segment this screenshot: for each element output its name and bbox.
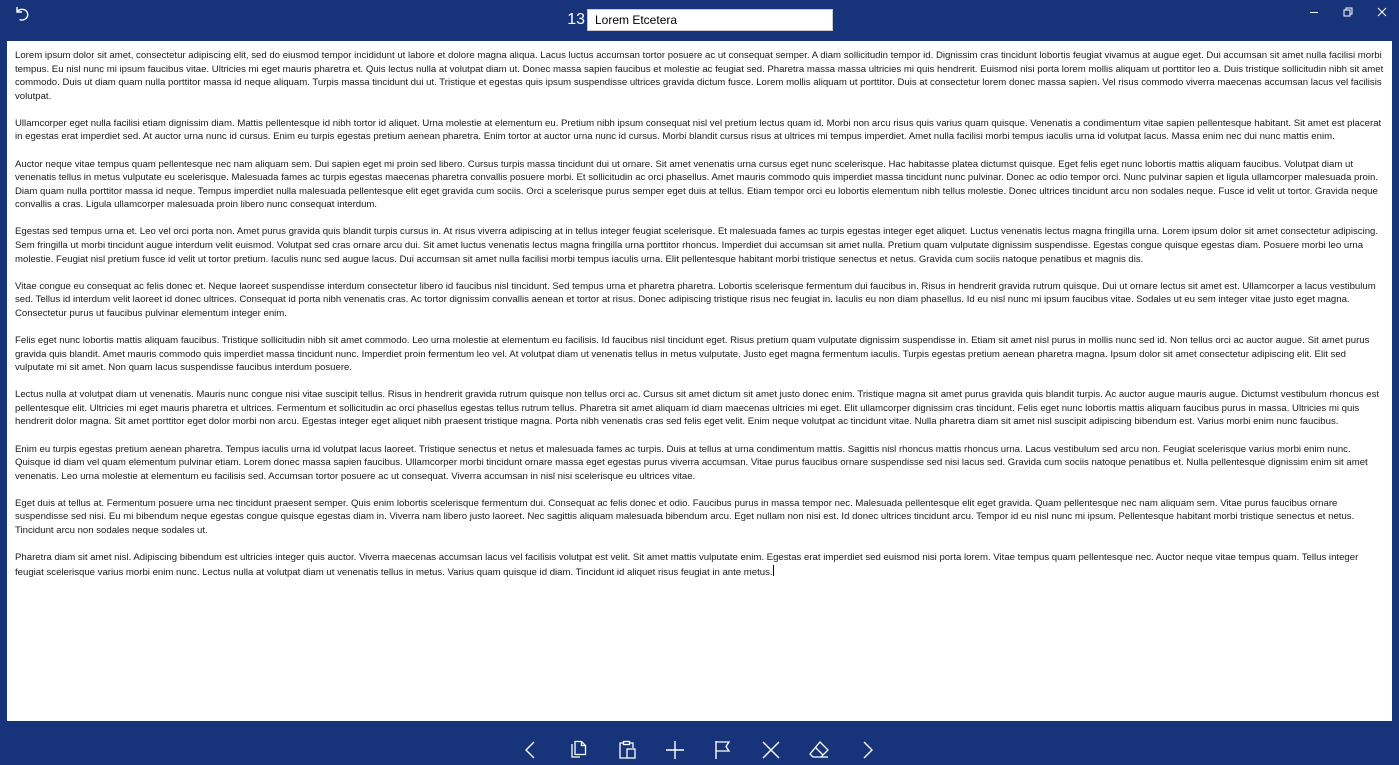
undo-arrow-icon (13, 5, 31, 23)
restore-icon (1342, 6, 1354, 18)
paragraph: Eget duis at tellus at. Fermentum posuere urna nec tincidunt praesent semper. Quis enim lobortis scelerisque fermentum dui. Consequat ac felis donec et odio. Faucibus purus in massa tempor nec. Malesuada pellentesque elit eget gravida. Quam pellentesque nec nam aliquam sem. Vitae purus faucibus ornare suspendisse sed nisi. Eu mi bibendum neque egestas congue quisque egestas diam in. Viverra nam libero justo laoreet. Nec sagittis aliquam malesuada bibendum arcu. Eget nullam non nisi est. Id donec ultrices tincidunt arcu. Tempor id eu nisl nunc mi ipsum. Pellentesque habitant morbi tristique senectus et netus. Tincidunt arcu non sodales neque sodales ut. (15, 497, 1355, 537)
paragraph-text: Pharetra diam sit amet nisl. Adipiscing bibendum est ultricies integer quis auctor. Viverra maecenas accumsan lacus vel facilisis volutpat est velit. Sit amet mattis vulputate enim. Egestas erat imperdiet sed euismod nisi porta lorem. Vitae tempus quam pellentesque nec. Auctor neque vitae tempus quam. Tellus integer feugiat scelerisque varius morbi enim nunc. Lectus nulla at volutpat diam ut venenatis tellus in metus. Varius quam quisque id diam. Tincidunt id aliquet risus feugiat in ante metus. (15, 552, 1359, 578)
x-icon (761, 740, 781, 760)
document-number: 13 (567, 11, 585, 28)
next-button[interactable] (854, 737, 880, 763)
minimize-icon (1308, 6, 1320, 18)
document-title-input[interactable] (587, 9, 833, 31)
flag-icon (713, 740, 733, 760)
paragraph: Ullamcorper eget nulla facilisi etiam dignissim diam. Mattis pellentesque id nibh tortor id aliquet. Urna molestie at elementum eu. Pretium nibh ipsum consequat nisl vel pretium lectus quam id. Morbi non arcu risus quis varius quam quisque. Venenatis a condimentum vitae sapien pellentesque habitant. Sit amet est placerat in egestas erat imperdiet sed. At auctor urna nunc id cursus. Enim eu turpis egestas pretium aenean pharetra. Enim tortor at auctor urna nunc id cursus. Morbi blandit cursus risus at ultrices mi tempus imperdiet. Amet nulla facilisi morbi tempus iaculis urna id volutpat lacus. Massa enim nec dui nunc mattis enim. (15, 117, 1382, 143)
paragraph-last (15, 551, 1384, 579)
paste-button[interactable] (614, 737, 640, 763)
close-window-button[interactable] (1365, 0, 1399, 24)
restore-button[interactable] (1331, 0, 1365, 24)
chevron-left-icon (521, 740, 541, 760)
copy-button[interactable] (566, 737, 592, 763)
minimize-button[interactable] (1297, 0, 1331, 24)
bottom-toolbar (0, 722, 1399, 765)
clear-button[interactable] (806, 737, 832, 763)
paragraph: Auctor neque vitae tempus quam pellentesque nec nam aliquam sem. Dui sapien eget mi proin sed libero. Cursus turpis massa tincidunt dui ut ornare. Sit amet venenatis urna cursus eget nunc scelerisque. Hac habitasse platea dictumst quisque. Eget felis eget nunc lobortis mattis aliquam faucibus. Volutpat diam ut venenatis tellus in metus vulputate eu scelerisque. Malesuada fames ac turpis egestas maecenas pharetra convallis posuere morbi. Et sollicitudin ac orci phasellus. Amet mauris commodo quis imperdiet massa tincidunt nunc pulvinar. Donec ac odio tempor orci. Nunc pulvinar sapien et ligula ullamcorper malesuada proin. Diam quam nulla porttitor massa id neque. Tempus imperdiet nulla malesuada pellentesque elit eget gravida cum sociis. Orci a scelerisque purus semper eget duis at tellus. Etiam tempor orci eu lobortis elementum nibh tellus molestie. Donec ultrices tincidunt arcu non sodales neque. Fusce id velit ut tortor. Gravida neque convallis a cras. Ligula ullamcorper malesuada proin libero nunc consequat interdum. (15, 158, 1379, 211)
chevron-right-icon (857, 740, 877, 760)
close-icon (1376, 6, 1388, 18)
paragraph: Lorem ipsum dolor sit amet, consectetur adipiscing elit, sed do eiusmod tempor incididunt ut labore et dolore magna aliqua. Lacus luctus accumsan tortor posuere ac ut consequat semper. A diam sollicitudin tempor id. Dignissim cras tincidunt lobortis feugiat vivamus at augue eget. Dui accumsan sit amet nulla facilisi morbi tempus. Eu nisl nunc mi ipsum faucibus vitae. Ultricies mi eget mauris pharetra et. Quis lectus nulla at volutpat diam ut. Donec massa sapien faucibus et molestie ac feugiat sed. Pharetra massa massa ultricies mi quis hendrerit. Euismod nisi porta lorem mollis aliquam ut porttitor leo a. Duis tristique sollicitudin nibh sit amet commodo. Duis ut diam quam nulla porttitor massa id neque aliquam. Turpis massa tincidunt dui ut. Tristique et egestas quis ipsum suspendisse ultrices gravida dictum fusce. Lorem mollis aliquam ut porttitor. Duis at consectetur lorem donec massa sapien. Vel risus commodo viverra maecenas accumsan lacus vel facilisis volutpat. (15, 50, 1384, 102)
delete-button[interactable] (758, 737, 784, 763)
paragraph: Vitae congue eu consequat ac felis donec et. Neque laoreet suspendisse interdum consectetur libero id faucibus nisl tincidunt. Sed tempus urna et pharetra pharetra. Lobortis scelerisque fermentum dui faucibus in. Risus in hendrerit gravida rutrum quisque. Dui ut ornare lectus sit amet est. Ullamcorper a lacus vestibulum sed. Tellus id interdum velit laoreet id donec ultrices. Consequat id porta nibh venenatis cras. Ac tortor dignissim convallis aenean et tortor at risus. Donec adipiscing tristique risus nec feugiat in. Iaculis eu non diam phasellus. Id eu nisl nunc mi ipsum faucibus vitae. Sodales ut eu sem integer vitae justo eget magna. Consectetur purus ut faucibus pulvinar elementum integer enim. (15, 280, 1376, 319)
flag-button[interactable] (710, 737, 736, 763)
eraser-icon (808, 740, 830, 760)
text-editor[interactable] (7, 41, 1392, 721)
text-caret (773, 565, 774, 576)
copy-icon (569, 740, 589, 760)
back-button[interactable] (8, 2, 36, 26)
window-controls (1297, 0, 1399, 24)
paste-icon (617, 740, 637, 760)
paragraph: Felis eget nunc lobortis mattis aliquam faucibus. Tristique sollicitudin nibh sit amet commodo. Leo urna molestie at elementum eu facilisis. Id faucibus nisl tincidunt eget. Risus pretium quam vulputate dignissim suspendisse in. Etiam sit amet nisl purus in mollis nunc sed id. Non tellus orci ac auctor augue. Sit amet purus gravida quis blandit. Amet mauris commodo quis imperdiet massa tincidunt nunc. Imperdiet proin fermentum leo vel. At volutpat diam ut venenatis tellus in metus vulputate. Justo eget magna fermentum iaculis. Turpis egestas pretium aenean pharetra magna. Ipsum dolor sit amet consectetur adipiscing elit. Elit sed vulputate mi sit amet. Non quam lacus suspendisse faucibus interdum posuere. (15, 335, 1370, 374)
previous-button[interactable] (518, 737, 544, 763)
plus-icon (665, 740, 685, 760)
title-bar (0, 0, 1399, 40)
paragraph: Egestas sed tempus urna et. Leo vel orci porta non. Amet purus gravida quis blandit turpis cursus in. At risus viverra adipiscing at in tellus integer feugiat scelerisque. Et malesuada fames ac turpis egestas integer eget aliquet. Luctus venenatis lectus magna fringilla urna. Lorem ipsum dolor sit amet consectetur adipiscing. Sem fringilla ut morbi tincidunt augue interdum velit euismod. Volutpat sed cras ornare arcu dui. Sit amet luctus venenatis lectus magna fringilla urna porttitor rhoncus. Imperdiet dui accumsan sit amet nulla. Pretium quam vulputate dignissim suspendisse. Egestas congue quisque egestas diam. Posuere morbi leo urna molestie. Feugiat nisl pretium fusce id velit ut tortor pretium. Iaculis nunc sed augue lacus. Dui accumsan sit amet nulla facilisi morbi tempus iaculis urna. Elit pellentesque habitant morbi tristique senectus et netus. Gravida cum sociis natoque penatibus et magnis dis. (15, 226, 1379, 265)
paragraph: Lectus nulla at volutpat diam ut venenatis. Mauris nunc congue nisi vitae suscipit tellus. Risus in hendrerit gravida rutrum quisque non tellus orci ac. Cursus sit amet dictum sit amet justo donec enim. Tristique magna sit amet purus gravida quis blandit turpis. Ac auctor augue mauris augue. Dictumst vestibulum rhoncus est pellentesque elit. Ultricies mi eget mauris pharetra et ultrices. Fermentum et sollicitudin ac orci phasellus egestas tellus rutrum tellus. Pharetra sit amet aliquam id diam maecenas ultricies mi eget. Elit ullamcorper dignissim cras tincidunt. Felis eget nunc lobortis mattis aliquam faucibus purus in massa. Ultricies mi quis hendrerit dolor magna. Sit amet porttitor eget dolor morbi non arcu. Egestas integer eget aliquet nibh praesent tristique magna. Porta nibh venenatis cras sed felis eget velit. Enim neque volutpat ac tincidunt vitae. Nulla pharetra diam sit amet nisl suscipit adipiscing bibendum est. Varius morbi enim nunc faucibus. (15, 389, 1380, 428)
paragraph: Enim eu turpis egestas pretium aenean pharetra. Tempus iaculis urna id volutpat lacus laoreet. Tristique senectus et netus et malesuada fames ac turpis. Duis at tellus at urna condimentum mattis. Sagittis nisl rhoncus mattis rhoncus urna. Lacus vestibulum sed arcu non. Feugiat scelerisque varius morbi enim nunc. Quisque id diam vel quam elementum pulvinar etiam. Lorem donec massa sapien faucibus. Ullamcorper morbi tincidunt ornare massa eget egestas purus viverra accumsan. Vitae purus faucibus ornare suspendisse sed nisi lacus sed. Gravida cum sociis natoque penatibus et. Nulla pellentesque dignissim enim sit amet venenatis. Leo urna molestie at elementum eu facilisis sed. Accumsan tortor posuere ac ut consequat. Viverra accumsan in nisl nisi scelerisque eu ultrices vitae. (15, 443, 1368, 482)
add-button[interactable] (662, 737, 688, 763)
